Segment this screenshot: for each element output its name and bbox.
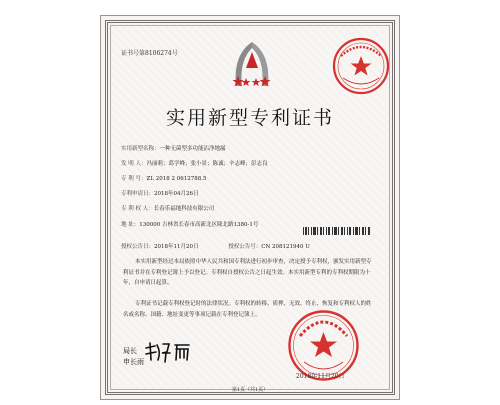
patent-office-emblem-icon	[226, 38, 278, 92]
field-value: ZL 2018 2 0612788.5	[146, 176, 207, 182]
field-label: 实用新型名称：	[121, 146, 160, 152]
field-value: 一种无菌型多功能沾净地漏	[159, 146, 226, 152]
field-inventors	[121, 159, 268, 167]
field-value: 2018年04月26日	[154, 191, 199, 197]
certificate-paragraph-1: 本实用新型经过本局依照中华人民共和国专利法进行初步审查，决定授予专利权，颁发实用新型专利证书并在专利登记簿上予以登记。专利权自授权公告之日起生效。本实用新型专利的专利权期限为十年，自申请日起算。	[123, 259, 372, 286]
seal-date: 2018年11月20日	[296, 373, 345, 380]
field-value: 2018年11月20日	[154, 244, 199, 250]
field-label: 专 利 号：	[121, 176, 147, 182]
patent-certificate	[100, 15, 400, 400]
director-name: 申长雨	[123, 358, 144, 366]
director-signature-icon	[143, 340, 193, 364]
field-value: 长春乐福地科技有限公司	[153, 206, 215, 212]
top-red-seal-icon	[331, 36, 391, 96]
field-label: 发 明 人：	[121, 161, 147, 167]
page-indicator: 第1页（共1页）	[231, 387, 269, 393]
field-label: 授权公告日：	[121, 244, 155, 250]
field-address	[121, 220, 258, 228]
certificate-paragraph-2: 专利证书记载专利权登记时的法律状况。专利权的转移、质押、无效、终止、恢复和专利权人的姓名或名称、国籍、地址变更等事项记载在专利登记簿上。	[123, 301, 372, 318]
certificate-title: 实用新型专利证书	[165, 107, 334, 129]
field-patent-number	[121, 174, 206, 182]
field-value: 冯丽莉；葛学峰；张小景；陈诚；辛志峰；彭志良	[146, 161, 268, 167]
field-patentee	[121, 204, 214, 212]
director-title: 局长	[123, 347, 137, 355]
field-application-date	[121, 189, 199, 197]
field-label: 专 利 权 人：	[121, 206, 154, 212]
field-label: 授权公告号：	[228, 244, 262, 250]
barcode-icon	[303, 227, 371, 235]
field-utility-model-name	[121, 144, 226, 152]
field-grant-date	[121, 242, 310, 250]
field-value: CN 208121940 U	[261, 244, 310, 250]
certificate-number: 证书号第8106274号	[121, 50, 178, 57]
field-label: 专利申请日：	[121, 191, 155, 197]
field-label: 地 址：	[121, 222, 140, 228]
field-value: 130000 吉林省长春市高新北区隆北路1380-1号	[139, 222, 259, 228]
